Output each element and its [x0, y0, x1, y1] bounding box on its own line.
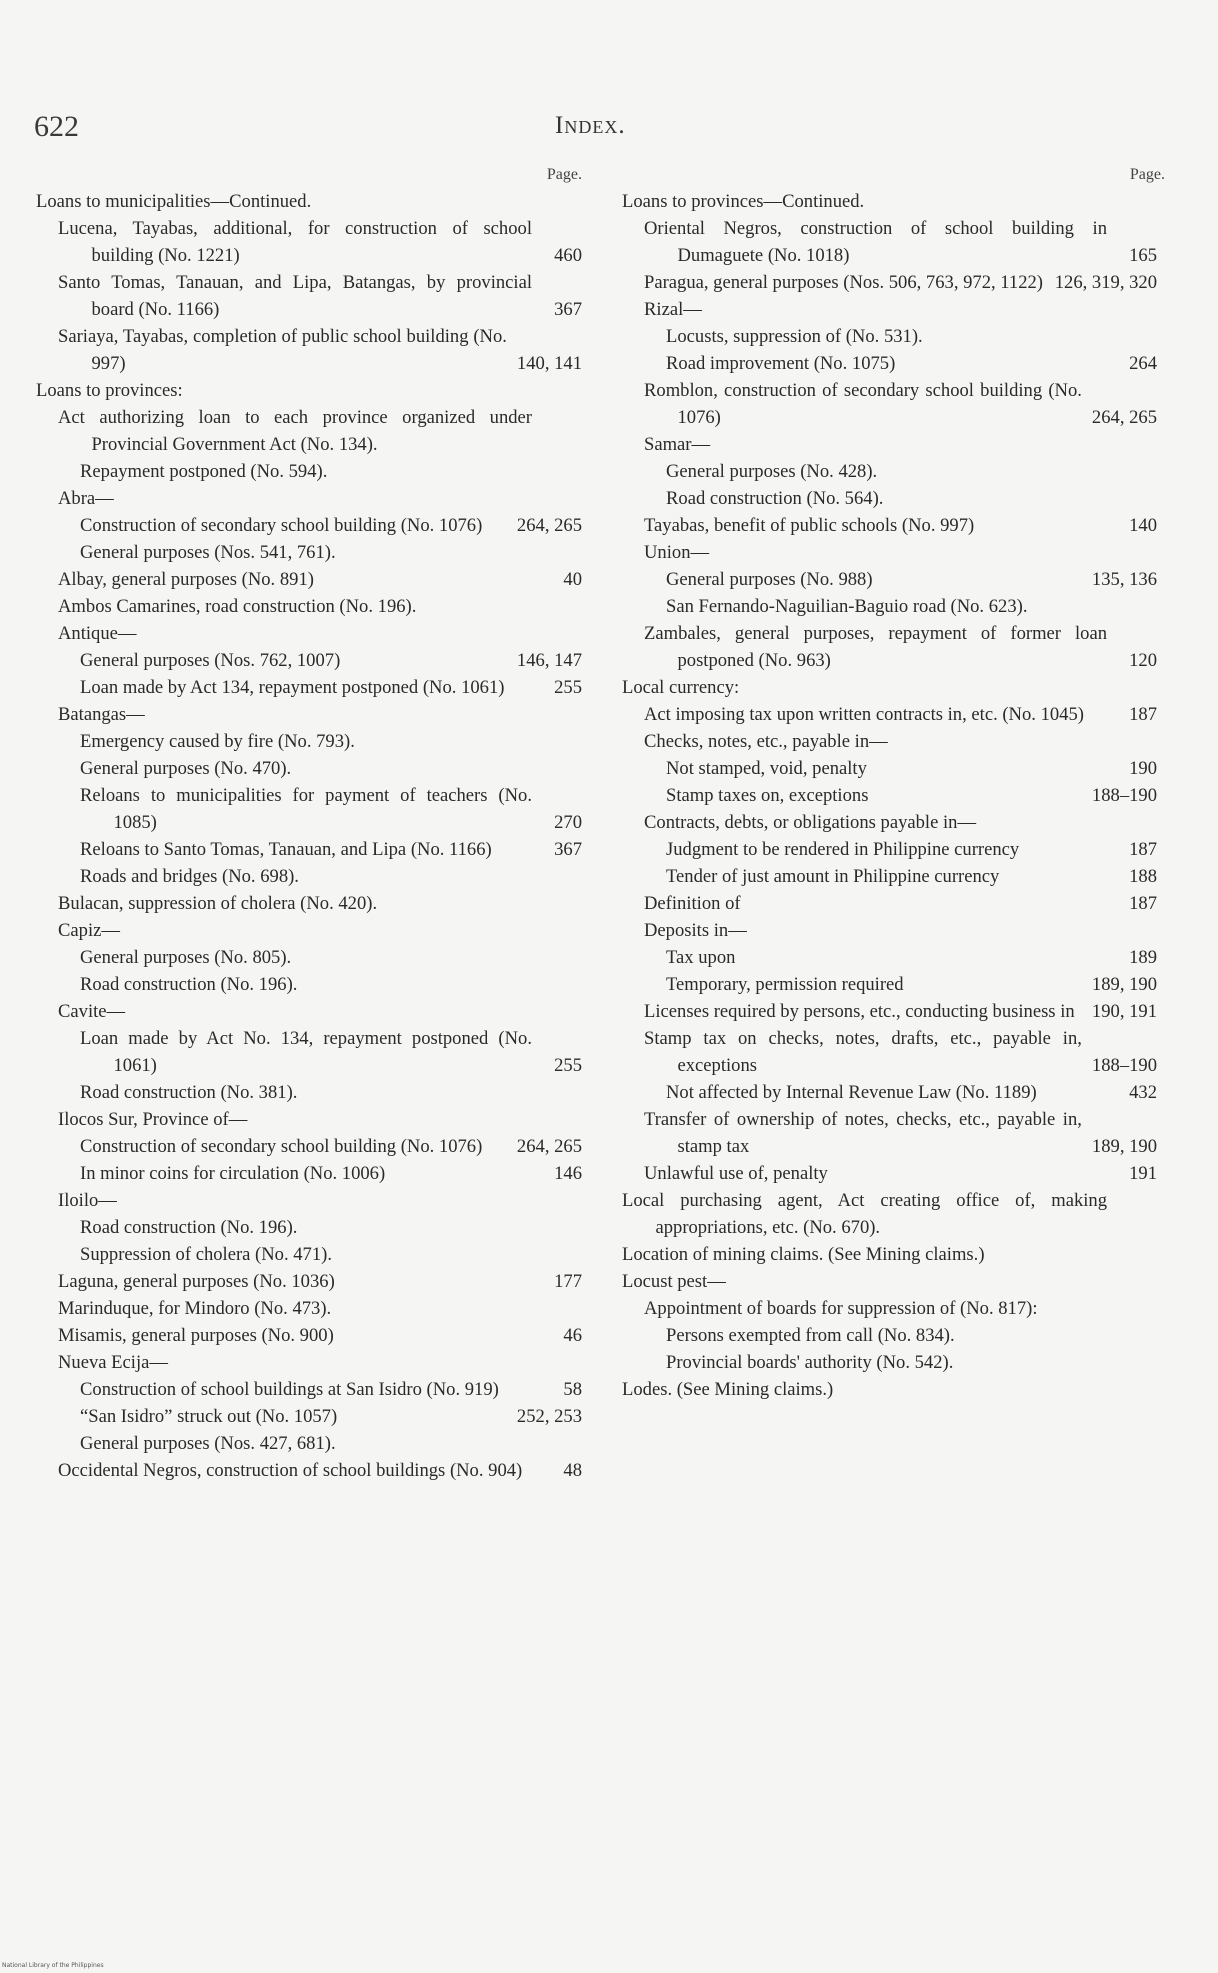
index-entry [80, 674, 582, 701]
entry-page-ref: 146 [554, 1163, 582, 1184]
entry-page-ref: 189 [1129, 947, 1157, 968]
entry-text: Nueva Ecija— [58, 1352, 168, 1373]
entry-text: General purposes (Nos. 427, 681). [80, 1433, 336, 1454]
entry-text: Ambos Camarines, road construction (No. 196). [58, 596, 417, 617]
entry-page-ref: 188–190 [1091, 785, 1157, 806]
index-entry [644, 1295, 1157, 1322]
entry-text: Persons exempted from call (No. 834). [666, 1325, 955, 1346]
index-entry [666, 350, 1157, 377]
entry-page-ref: 270 [554, 812, 582, 833]
entry-list [36, 188, 582, 1484]
entry-text: Samar— [644, 434, 711, 455]
entry-text: Loan made by Act 134, repayment postponed (No. 1061) [80, 677, 505, 698]
entry-text: Zambales, general purposes, repayment of former loan postponed (No. 963) [644, 623, 1107, 671]
entry-text: Construction of school buildings at San Isidro (No. 919) [80, 1379, 499, 1400]
index-entry [58, 1457, 582, 1484]
entry-text: Antique— [58, 623, 137, 644]
entry-text: Unlawful use of, penalty [644, 1163, 828, 1184]
entry-text: General purposes (No. 805). [80, 947, 292, 968]
entry-text: Licenses required by persons, etc., conducting business in [644, 1001, 1075, 1022]
index-entry [644, 1025, 1157, 1079]
entry-text: Marinduque, for Mindoro (No. 473). [58, 1298, 332, 1319]
entry-text: Locusts, suppression of (No. 531). [666, 326, 923, 347]
entry-page-ref: 190 [1129, 758, 1157, 779]
index-entry [80, 1133, 582, 1160]
entry-text: Appointment of boards for suppression of (No. 817): [644, 1298, 1038, 1319]
index-entry [666, 1079, 1157, 1106]
index-entry [644, 728, 1157, 755]
entry-text: Tax upon [666, 947, 736, 968]
entry-text: Provincial boards' authority (No. 542). [666, 1352, 954, 1373]
entry-text: Stamp tax on checks, notes, drafts, etc., payable in, exceptions [644, 1028, 1082, 1076]
entry-text: Local currency: [622, 677, 740, 698]
entry-page-ref: 189, 190 [1091, 1136, 1157, 1157]
index-entry [58, 215, 582, 269]
entry-text: Stamp taxes on, exceptions [666, 785, 869, 806]
index-entry [58, 404, 582, 458]
entry-page-ref: 48 [563, 1460, 582, 1481]
entry-text: Loans to provinces—Continued. [622, 191, 865, 212]
index-entry [644, 998, 1157, 1025]
index-entry [80, 944, 582, 971]
index-entry [36, 188, 582, 215]
index-entry [666, 323, 1157, 350]
index-entry [80, 1160, 582, 1187]
entry-page-ref: 367 [554, 839, 582, 860]
index-entry [666, 944, 1157, 971]
entry-text: Reloans to municipalities for payment of teachers (No. 1085) [80, 785, 532, 833]
entry-page-ref: 191 [1129, 1163, 1157, 1184]
entry-text: Union— [644, 542, 710, 563]
entry-text: General purposes (No. 988) [666, 569, 873, 590]
index-entry [644, 1160, 1157, 1187]
entry-text: Location of mining claims. (See Mining claims.) [622, 1244, 985, 1265]
entry-page-ref: 135, 136 [1091, 569, 1157, 590]
entry-page-ref: 177 [554, 1271, 582, 1292]
entry-text: Road construction (No. 381). [80, 1082, 298, 1103]
entry-text: Rizal— [644, 299, 702, 320]
entry-text: Tayabas, benefit of public schools (No. 997) [644, 515, 975, 536]
entry-text: Santo Tomas, Tanauan, and Lipa, Batangas, by provincial board (No. 1166) [58, 272, 532, 320]
entry-page-ref: 165 [1129, 245, 1157, 266]
entry-page-ref: 264, 265 [516, 515, 582, 536]
index-entry [58, 1106, 582, 1133]
entry-text: Abra— [58, 488, 114, 509]
entry-text: Emergency caused by fire (No. 793). [80, 731, 355, 752]
index-column-left [36, 168, 582, 1484]
index-entry [644, 701, 1157, 728]
index-entry [80, 647, 582, 674]
entry-text: Definition of [644, 893, 741, 914]
entry-text: Bulacan, suppression of cholera (No. 420). [58, 893, 378, 914]
entry-text: Oriental Negros, construction of school building in Dumaguete (No. 1018) [644, 218, 1107, 266]
running-title: Index. [555, 112, 626, 139]
index-entry [644, 539, 1157, 566]
entry-page-ref: 187 [1129, 704, 1157, 725]
index-entry [80, 728, 582, 755]
index-entry [58, 485, 582, 512]
index-entry [666, 1349, 1157, 1376]
entry-text: Romblon, construction of secondary school building (No. 1076) [644, 380, 1082, 428]
page-number: 622 [34, 110, 79, 143]
entry-text: General purposes (Nos. 762, 1007) [80, 650, 341, 671]
entry-text: Repayment postponed (No. 594). [80, 461, 328, 482]
entry-text: Reloans to Santo Tomas, Tanauan, and Lipa (No. 1166) [80, 839, 492, 860]
index-entry [58, 701, 582, 728]
entry-page-ref: 252, 253 [516, 1406, 582, 1427]
index-entry [644, 1106, 1157, 1160]
entry-text: Construction of secondary school building (No. 1076) [80, 1136, 483, 1157]
entry-page-ref: 255 [554, 677, 582, 698]
index-entry [666, 566, 1157, 593]
entry-text: Road construction (No. 196). [80, 974, 298, 995]
entry-page-ref: 58 [563, 1379, 582, 1400]
entry-text: Transfer of ownership of notes, checks, etc., payable in, stamp tax [644, 1109, 1082, 1157]
entry-text: Temporary, permission required [666, 974, 904, 995]
entry-text: Loans to provinces: [36, 380, 183, 401]
entry-text: General purposes (No. 428). [666, 461, 878, 482]
index-entry [58, 593, 582, 620]
entry-text: Construction of secondary school building (No. 1076) [80, 515, 483, 536]
index-column-right [622, 166, 1165, 1403]
entry-text: General purposes (Nos. 541, 761). [80, 542, 336, 563]
index-entry [58, 998, 582, 1025]
entry-page-ref: 255 [554, 1055, 582, 1076]
entry-text: Judgment to be rendered in Philippine currency [666, 839, 1020, 860]
entry-text: Capiz— [58, 920, 120, 941]
index-entry [80, 1079, 582, 1106]
index-entry [58, 323, 582, 377]
index-entry [644, 269, 1157, 296]
entry-text: Ilocos Sur, Province of— [58, 1109, 248, 1130]
entry-page-ref: 190, 191 [1091, 1001, 1157, 1022]
index-entry [644, 296, 1157, 323]
entry-text: Albay, general purposes (No. 891) [58, 569, 314, 590]
entry-text: Act imposing tax upon written contracts in, etc. (No. 1045) [644, 704, 1084, 725]
index-entry [58, 1187, 582, 1214]
entry-text: Laguna, general purposes (No. 1036) [58, 1271, 335, 1292]
entry-text: Deposits in— [644, 920, 747, 941]
index-entry [80, 755, 582, 782]
index-entry [36, 377, 582, 404]
entry-page-ref: 140 [1129, 515, 1157, 536]
entry-text: General purposes (No. 470). [80, 758, 292, 779]
index-entry [58, 1295, 582, 1322]
entry-page-ref: 120 [1129, 650, 1157, 671]
entry-text: Cavite— [58, 1001, 126, 1022]
library-stamp: National Library of the Philippines [2, 1962, 104, 1969]
entry-text: Lodes. (See Mining claims.) [622, 1379, 834, 1400]
entry-page-ref: 40 [563, 569, 582, 590]
entry-page-ref: 187 [1129, 893, 1157, 914]
entry-page-ref: 188–190 [1091, 1055, 1157, 1076]
entry-text: In minor coins for circulation (No. 1006) [80, 1163, 386, 1184]
entry-page-ref: 264, 265 [516, 1136, 582, 1157]
index-entry [80, 1376, 582, 1403]
index-entry [622, 188, 1157, 215]
index-entry [666, 836, 1157, 863]
entry-page-ref: 46 [563, 1325, 582, 1346]
entry-text: Iloilo— [58, 1190, 117, 1211]
index-entry [644, 917, 1157, 944]
index-entry [644, 215, 1157, 269]
entry-text: Lucena, Tayabas, additional, for construction of school building (No. 1221) [58, 218, 532, 266]
entry-text: Roads and bridges (No. 698). [80, 866, 299, 887]
index-entry [58, 917, 582, 944]
index-entry [80, 1025, 582, 1079]
entry-page-ref: 367 [554, 299, 582, 320]
entry-text: San Fernando-Naguilian-Baguio road (No. 623). [666, 596, 1028, 617]
index-entry [622, 674, 1157, 701]
index-entry [644, 431, 1157, 458]
entry-text: Sariaya, Tayabas, completion of public school building (No. 997) [58, 326, 507, 374]
entry-page-ref: 140, 141 [516, 353, 582, 374]
index-entry [666, 755, 1157, 782]
entry-text: Road improvement (No. 1075) [666, 353, 896, 374]
index-entry [666, 863, 1157, 890]
entry-text: Locust pest— [622, 1271, 726, 1292]
index-entry [622, 1268, 1157, 1295]
index-entry [80, 863, 582, 890]
page-column-heading: Page. [1129, 166, 1165, 183]
index-entry [644, 890, 1157, 917]
entry-text: Not stamped, void, penalty [666, 758, 867, 779]
index-entry [666, 458, 1157, 485]
entry-page-ref: 187 [1129, 839, 1157, 860]
index-entry [644, 512, 1157, 539]
index-entry [666, 782, 1157, 809]
index-entry [80, 782, 582, 836]
entry-text: Road construction (No. 564). [666, 488, 884, 509]
entry-text: Batangas— [58, 704, 145, 725]
index-entry [80, 1430, 582, 1457]
entry-text: Local purchasing agent, Act creating office of, making appropriations, etc. (No. 670). [622, 1190, 1107, 1238]
index-entry [58, 1322, 582, 1349]
entry-list [622, 188, 1157, 1403]
entry-text: Not affected by Internal Revenue Law (No. 1189) [666, 1082, 1037, 1103]
index-entry [58, 1349, 582, 1376]
index-entry [666, 971, 1157, 998]
index-entry [58, 1268, 582, 1295]
index-entry [622, 1187, 1157, 1241]
page-column-heading: Page. [546, 166, 582, 183]
index-entry [80, 512, 582, 539]
entry-text: Road construction (No. 196). [80, 1217, 298, 1238]
index-entry [80, 1214, 582, 1241]
entry-page-ref: 189, 190 [1091, 974, 1157, 995]
entry-text: Loan made by Act No. 134, repayment postponed (No. 1061) [80, 1028, 532, 1076]
index-entry [80, 971, 582, 998]
index-entry [644, 377, 1157, 431]
entry-text: Occidental Negros, construction of school buildings (No. 904) [58, 1460, 523, 1481]
entry-text: Paragua, general purposes (Nos. 506, 763, 972, 1122) [644, 272, 1043, 293]
entry-page-ref: 188 [1129, 866, 1157, 887]
index-entry [622, 1241, 1157, 1268]
index-entry [644, 620, 1157, 674]
index-entry [80, 458, 582, 485]
index-entry [666, 1322, 1157, 1349]
entry-text: Suppression of cholera (No. 471). [80, 1244, 332, 1265]
index-entry [644, 809, 1157, 836]
index-entry [666, 485, 1157, 512]
entry-text: Misamis, general purposes (No. 900) [58, 1325, 334, 1346]
entry-page-ref: 460 [554, 245, 582, 266]
entry-page-ref: 146, 147 [516, 650, 582, 671]
index-entry [58, 566, 582, 593]
entry-text: Act authorizing loan to each province organized under Provincial Government Act (No. 134). [58, 407, 532, 455]
index-entry [80, 1403, 582, 1430]
entry-text: Tender of just amount in Philippine currency [666, 866, 1000, 887]
entry-text: Loans to municipalities—Continued. [36, 191, 312, 212]
entry-page-ref: 126, 319, 320 [1054, 272, 1157, 293]
entry-text: Contracts, debts, or obligations payable in— [644, 812, 977, 833]
entry-page-ref: 432 [1129, 1082, 1157, 1103]
entry-text: Checks, notes, etc., payable in— [644, 731, 888, 752]
index-entry [58, 269, 582, 323]
index-entry [80, 1241, 582, 1268]
index-entry [58, 890, 582, 917]
index-entry [58, 620, 582, 647]
index-entry [622, 1376, 1157, 1403]
index-entry [666, 593, 1157, 620]
entry-text: “San Isidro” struck out (No. 1057) [80, 1406, 338, 1427]
entry-page-ref: 264, 265 [1091, 407, 1157, 428]
index-entry [80, 836, 582, 863]
index-entry [80, 539, 582, 566]
entry-page-ref: 264 [1129, 353, 1157, 374]
